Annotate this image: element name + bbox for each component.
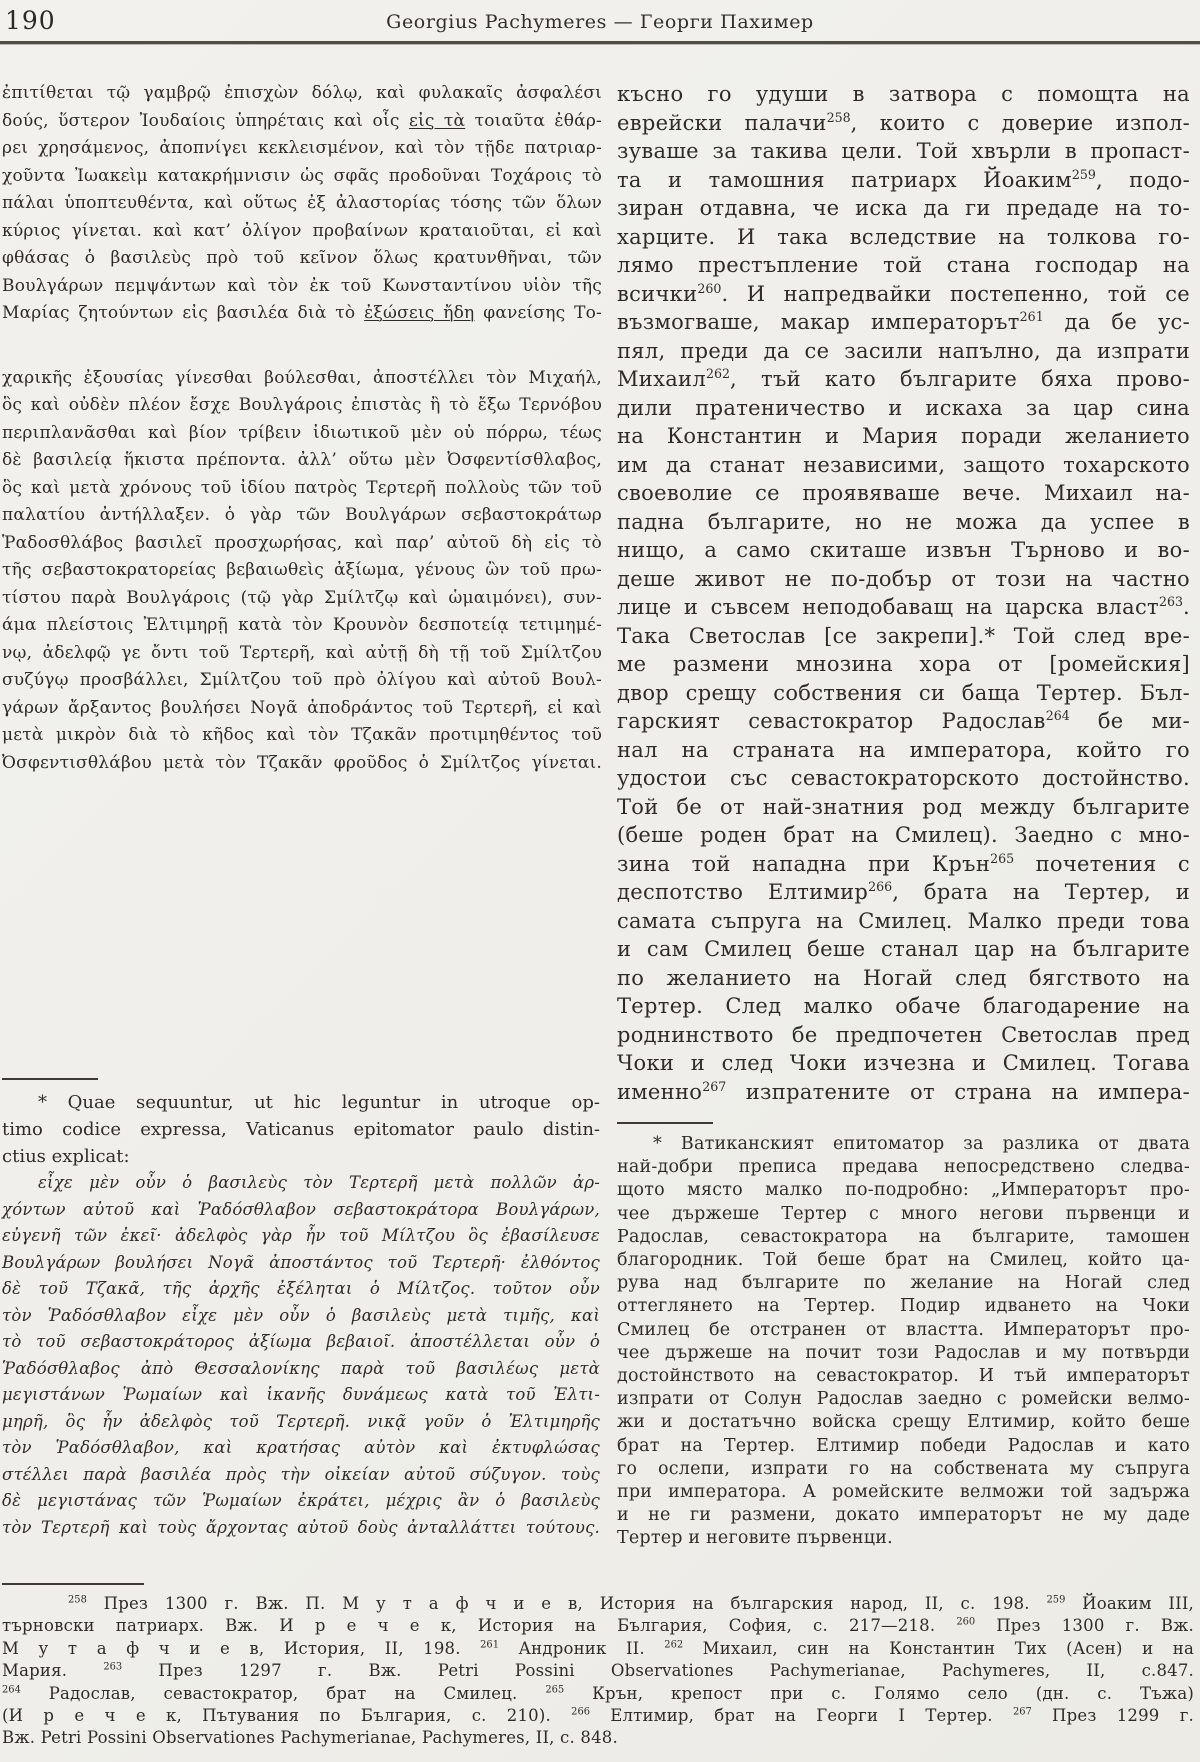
text-line: συζύγῳ προσβάλλει, Σμίλτζου τοῦ πρὸ ὀλίγου καὶ αὐτοῦ Βουλ- xyxy=(2,670,602,690)
left-column-greek-text xyxy=(2,80,602,777)
text-line: възмогваше, макар императорът$^{261}$ да бе ус- xyxy=(617,309,1191,334)
text-line: χόντων αὐτοῦ καὶ Ῥαδόσθλαβον σεβαστοκράτορα Βουλγάρων, xyxy=(2,1199,600,1219)
text-line: жи и достатъчно войска срещу Елтимир, който беше xyxy=(617,1412,1190,1433)
text-line: достойнството на севастократор. И тъй императорът xyxy=(617,1366,1190,1387)
text-line: благородник. Той беше брат на Смилец, който ца- xyxy=(617,1250,1190,1271)
text-line: зина той нападна при Крън$^{265}$ почетения с xyxy=(617,850,1190,876)
text-line: τῆς σεβαστοκρατορείας βεβαιωθεὶς ἀξίωμα, γένους ὢν τοῦ πρω- xyxy=(2,560,602,580)
text-line: късно го удуши в затвора с помощта на xyxy=(617,82,1190,106)
text-line: μηρῆ, ὃς ἦν ἀδελφὸς τοῦ Τερτερῆ. νικᾷ γοῦν ὁ Ἐλτιμηρῆς xyxy=(2,1411,600,1431)
left-column-footnote xyxy=(2,1078,600,1541)
text-line: лице и съвсем неподобаващ на царска власт$^{263}$. xyxy=(617,594,1190,619)
text-line: Радослав, севастократора на българите, тамошен xyxy=(617,1226,1190,1247)
page-number: 190 xyxy=(5,6,56,35)
text-line: го ослепи, изпрати го на собствената му съпруга xyxy=(617,1458,1190,1479)
right-column-footnote xyxy=(617,1122,1190,1551)
text-line: Ῥαδοσθλάβος βασιλεῖ προσχωρήσας, καὶ παρ’ αὐτοῦ δὴ εἰς τὸ xyxy=(2,532,602,553)
text-line: γάρων ἄρξαντος βουλήσει Νογᾶ ἀποδράντος τοῦ Τερτερῆ, εἰ καὶ xyxy=(2,697,602,718)
text-line: деше живот не по-добър от този на частно xyxy=(617,566,1190,591)
text-line: εὐγενῆ τῶν ἐκεῖ· ἀδελφὸς γὰρ ἦν τοῦ Μίλτζου ὃς ἐβασίλευσε xyxy=(2,1226,600,1245)
text-line: (И р е ч е к, Пътувания по България, с. 210). $^{266}$ Елтимир, брат на Георги I Тертер. $^{267}$ През 1299 г. xyxy=(2,1706,1194,1726)
text-line: * Quae sequuntur, ut hic leguntur in utroque op- xyxy=(38,1092,600,1113)
greek-paragraph-1 xyxy=(2,80,602,328)
text-line: ctius explicat: xyxy=(2,1146,130,1167)
text-line: ρει χρησάμενος, ἀποπνίγει κεκλεισμένον, καὶ τὸν τῇδε πατριαρ- xyxy=(2,138,602,158)
text-line: чее държеше Тертер с много негови първенци и xyxy=(617,1203,1190,1224)
text-line: Смилец бе отстранен от властта. Императорът про- xyxy=(617,1319,1190,1340)
text-line: Βουλγάρων βουλήσει Νογᾶ ἀποστάντος τοῦ Τερτερῆ· ἐλθόντος xyxy=(2,1252,600,1272)
text-line: δὲ μεγιστάνας τῶν Ῥωμαίων ἐκράτει, μέχρις ἂν ὁ βασιλεὺς xyxy=(2,1491,600,1510)
text-line: Βουλγάρων πεμψάντων καὶ τὸν ἐκ τοῦ Κωνσταντίνου υἱὸν τῆς xyxy=(2,275,602,296)
text-line: зиран отдавна, че иска да ги предаде на то- xyxy=(617,196,1190,220)
text-line: ме размени мнозина хора от [ромейския] xyxy=(617,652,1190,676)
text-line: Тертер. След малко обаче благодарение на xyxy=(617,994,1190,1018)
text-line: τὸν Τερτερῆ καὶ τοὺς ἄρχοντας αὐτοῦ δοὺς ἀνταλλάττει τούτους. xyxy=(2,1517,600,1537)
text-line: τίστου παρὰ Βουλγάροις (τῷ γὰρ Σμίλτζῳ καὶ ὡμαιμόνει), συν- xyxy=(2,587,602,608)
text-line: дили пратеничество и искаха за цар сина xyxy=(617,395,1190,420)
text-line: Μαρίας ζητούντων εἰς βασιλέα διὰ τὸ ἐξώσεις ἤδη φανείσης Το- xyxy=(2,303,603,323)
text-line: $^{258}$ През 1300 г. Вж. П. М у т а ф ч и е в, История на българския народ, II, с. 198. $^{259}$ Йоаким III, xyxy=(68,1594,1194,1613)
text-line: πάλαι ὑποπτευθέντα, καὶ οὕτως ἐξ ἀλαστορίας τόσης τῶν ὅλων xyxy=(2,193,602,213)
text-line: τὸν Ῥαδόσθλαβον εἶχε μὲν οὖν ὁ βασιλεὺς μετὰ τιμῆς, καὶ xyxy=(2,1305,600,1325)
text-line: търновски патриарх. Вж. И р е ч е к, История на България, София, с. 217—218. $^{260}$ През 1300 г. Вж. xyxy=(2,1616,1195,1636)
footnote-greek-quotation xyxy=(2,1170,600,1541)
text-line: κύριος γίνεται. καὶ κατ’ ὀλίγον προβαίνων κραταιοῦται, εἰ καὶ xyxy=(2,220,602,241)
text-line: гарският севастократор Радослав$^{264}$ бе ми- xyxy=(617,708,1190,733)
bottom-footnotes-text xyxy=(2,1593,1194,1750)
text-line: Чоки и след Чоки изчезна и Смилец. Тогава xyxy=(617,1051,1190,1075)
text-line: именно$^{267}$ изпратените от страна на импера- xyxy=(617,1078,1190,1104)
bottom-footnotes xyxy=(2,1583,1194,1750)
text-line: άμα πλείστοις Ἐλτιμηρῇ κατὰ τὸν Κρουνὸν δεσποτείᾳ τετιμημέ- xyxy=(2,615,602,635)
text-line: харците. И така вследствие на толкова го- xyxy=(617,224,1190,249)
footnote-separator-rule xyxy=(2,1078,98,1080)
text-line: Той бе от най-знатния род между българите xyxy=(617,794,1190,819)
text-line: Мария. $^{263}$ През 1297 г. Вж. Petri Possini Observationes Pachymerianae, Pachymeres, II, с.847. xyxy=(2,1661,1195,1681)
text-line: Вж. Petri Possini Observationes Pachymerianae, Pachymeres, II, с. 848. xyxy=(2,1728,618,1748)
text-line: самата съпруга на Смилец. Малко преди това xyxy=(617,908,1190,933)
text-line: μεγιστάνων Ῥωμαίων καὶ ἱκανῆς δυνάμεως κατὰ τοῦ Ἐλτι- xyxy=(2,1385,600,1404)
text-line: παλατίου ἀντήλλαξεν. ὁ γὰρ τῶν Βουλγάρων σεβαστοκράτωρ xyxy=(2,505,602,525)
text-line: лямо престъпление той стана господар на xyxy=(617,253,1190,277)
text-line: двор срещу собствения си баща Тертер. Бъл- xyxy=(617,680,1190,705)
text-line: оттеглянето на Тертер. Подир идването на Чоки xyxy=(617,1296,1190,1317)
bulgarian-body xyxy=(617,80,1190,1106)
text-line: та и тамошния патриарх Йоаким$^{259}$, подо- xyxy=(617,166,1190,192)
text-line: στέλλει παρὰ βασιλέα πρὸς τὴν οἰκείαν αὐτοῦ σύζυγον. τοὺς xyxy=(2,1464,600,1484)
text-line: χοῦντα Ἰωακεὶμ κατακρήμνισιν ὡς σφᾶς προδοῦναι Τοχάροις τὸ xyxy=(2,165,602,186)
text-line: своеволие се проявяваше вече. Михаил на- xyxy=(617,481,1190,505)
text-line: δὲ βασιλείᾳ ἥκιστα πρέποντα. ἀλλ’ οὕτω μὲν Ὀσφεντίσθλαβος, xyxy=(2,450,602,470)
text-line: еврейски палачи$^{258}$, които с доверие изпол- xyxy=(617,109,1190,135)
footnote-separator-rule xyxy=(617,1122,713,1124)
text-line: $^{264}$ Радослав, севастократор, брат на Смилец. $^{265}$ Крън, крепост при с. Голямо село (дн. с. Тъжа) xyxy=(2,1683,1194,1703)
running-header-title: Georgius Pachymeres — Георги Пахимер xyxy=(386,11,814,33)
text-line: изпрати от Солун Радослав заедно с ромейски велмо- xyxy=(617,1389,1190,1410)
text-line: падна българите, но не можа да успее в xyxy=(617,509,1190,534)
footnote-bulgarian-text xyxy=(617,1133,1190,1551)
text-line: Ὀσφεντισθλάβου μετὰ τὸν Τζακᾶν φροῦδος ὁ Σμίλτζος γίνεται. xyxy=(2,752,602,773)
text-line: роднинството бе предпочетен Светослав пред xyxy=(617,1022,1190,1047)
text-line: νῳ, ἀδελφῷ γε ὄντι τοῦ Τερτερῆ, καὶ αὐτῇ δὴ τῇ τοῦ Σμίλτζου xyxy=(2,642,602,663)
text-line: чее държеше на почит този Радослав и му потвърди xyxy=(617,1342,1190,1363)
text-line: щото място малко по-подробно: „Императорът про- xyxy=(617,1180,1190,1201)
text-line: * Ватиканският епитоматор за разлика от двата xyxy=(653,1134,1190,1154)
text-line: περιπλανᾶσθαι καὶ βίον τρίβειν ἰδιωτικοῦ μὲν οὐ πόρρω, τέως xyxy=(2,422,602,443)
text-line: нал на страната на императора, който го xyxy=(617,737,1190,762)
right-column-bulgarian-text xyxy=(617,80,1190,1106)
text-line: рува над българите по желание на Ногай след xyxy=(617,1273,1190,1294)
text-line: при императора. А ромейските велможи той задържа xyxy=(617,1482,1190,1503)
text-line: Тертер и неговите първенци. xyxy=(617,1528,893,1549)
text-line: нищо, а само скиташе извън Търново и во- xyxy=(617,538,1190,562)
footnote-separator-rule xyxy=(2,1583,144,1585)
text-line: Така Светослав [се закрепи].* Той след вре- xyxy=(617,623,1190,648)
text-line: δὲ τοῦ Τζακᾶ, τῆς ἀρχῆς ἐξέληται ὁ Μίλτζος. τοῦτον οὖν xyxy=(2,1279,600,1298)
text-line: зуваше за такива цели. Той хвърли в пропаст- xyxy=(617,139,1190,163)
text-line: на Константин и Мария поради желанието xyxy=(617,424,1190,448)
text-line: ὃς καὶ οὐδὲν πλέον ἔσχε Βουλγάροις ἐπιστὰς ἢ τὸ ἔξω Τερνόβου xyxy=(2,395,602,415)
text-line: пял, преди да се засили напълно, да изпрати xyxy=(617,338,1190,363)
text-line: най-добри преписа предава непосредствено следва- xyxy=(617,1157,1190,1178)
footnote-latin-intro xyxy=(2,1089,600,1170)
text-line: τὸν Ῥαδόσθλαβον, καὶ κρατήσας αὐτὸν καὶ ἐκτυφλώσας xyxy=(2,1438,600,1457)
text-line: Михаил$^{262}$, тъй като българите бяха прово- xyxy=(617,366,1190,391)
greek-paragraph-2 xyxy=(2,365,602,778)
text-line: и не ги размени, докато императорът не му даде xyxy=(617,1505,1190,1526)
text-line: χαρικῆς ἐξουσίας γίνεσθαι βούλεσθαι, ἀποστέλλει τὸν Μιχαήλ, xyxy=(2,367,602,388)
text-line: М у т а ф ч и е в, История, II, 198. $^{261}$ Андроник II. $^{262}$ Михаил, син на Константин Тих (Асен) и на xyxy=(2,1638,1194,1658)
text-line: φθάσας ὁ βασιλεὺς πρὸ τοῦ κεῖνον ὅλως κρατυνθῆναι, τῶν xyxy=(2,248,602,268)
text-line: всички$^{260}$. И напредвайки постепенно, той се xyxy=(617,280,1190,306)
text-line: им да станат независими, защото тохарското xyxy=(617,452,1190,477)
header-rule xyxy=(0,41,1200,44)
text-line: μετὰ μικρὸν διὰ τὸ κῆδος καὶ τὸν Τζακᾶν προτιμηθέντος τοῦ xyxy=(2,725,602,745)
text-line: удостои със севастократорското достойнство. xyxy=(617,766,1190,790)
text-line: деспотство Елтимир$^{266}$, брата на Тертер, и xyxy=(617,879,1190,904)
text-line: по желанието на Ногай след бягството на xyxy=(617,965,1190,990)
text-line: брат на Тертер. Елтимир победи Радослав и като xyxy=(617,1435,1190,1456)
text-line: εἶχε μὲν οὖν ὁ βασιλεὺς τὸν Τερτερῆ μετὰ πολλῶν ἀρ- xyxy=(38,1173,600,1192)
text-line: и сам Смилец беше станал цар на българите xyxy=(617,937,1190,961)
text-line: ὃς καὶ μετὰ χρόνους τοῦ ἰδίου πατρὸς Τερτερῆ πολλοὺς τῶν τοῦ xyxy=(2,477,602,498)
text-line: timo codice expressa, Vaticanus epitomator paulo distin- xyxy=(2,1119,600,1140)
text-line: Ῥαδόσθλαβος ἀπὸ Θεσσαλονίκης παρὰ τοῦ βασιλέως μετὰ xyxy=(2,1358,600,1378)
text-line: δούς, ὕστερον Ἰουδαίοις ὑπηρέταις καὶ οἷς εἰς τὰ τοιαῦτα ἐθάρ- xyxy=(2,110,602,131)
text-line: τὸ τοῦ σεβαστοκράτορος ἀξίωμα βεβαιοῖ. ἀποστέλλεται οὖν ὁ xyxy=(2,1332,600,1351)
text-line: ἐπιτίθεται τῷ γαμβρῷ ἐπισχὼν δόλῳ, καὶ φυλακαῖς ἀσφαλέσι xyxy=(2,83,602,103)
text-line: (беше роден брат на Смилец). Заедно с мно- xyxy=(617,823,1190,847)
